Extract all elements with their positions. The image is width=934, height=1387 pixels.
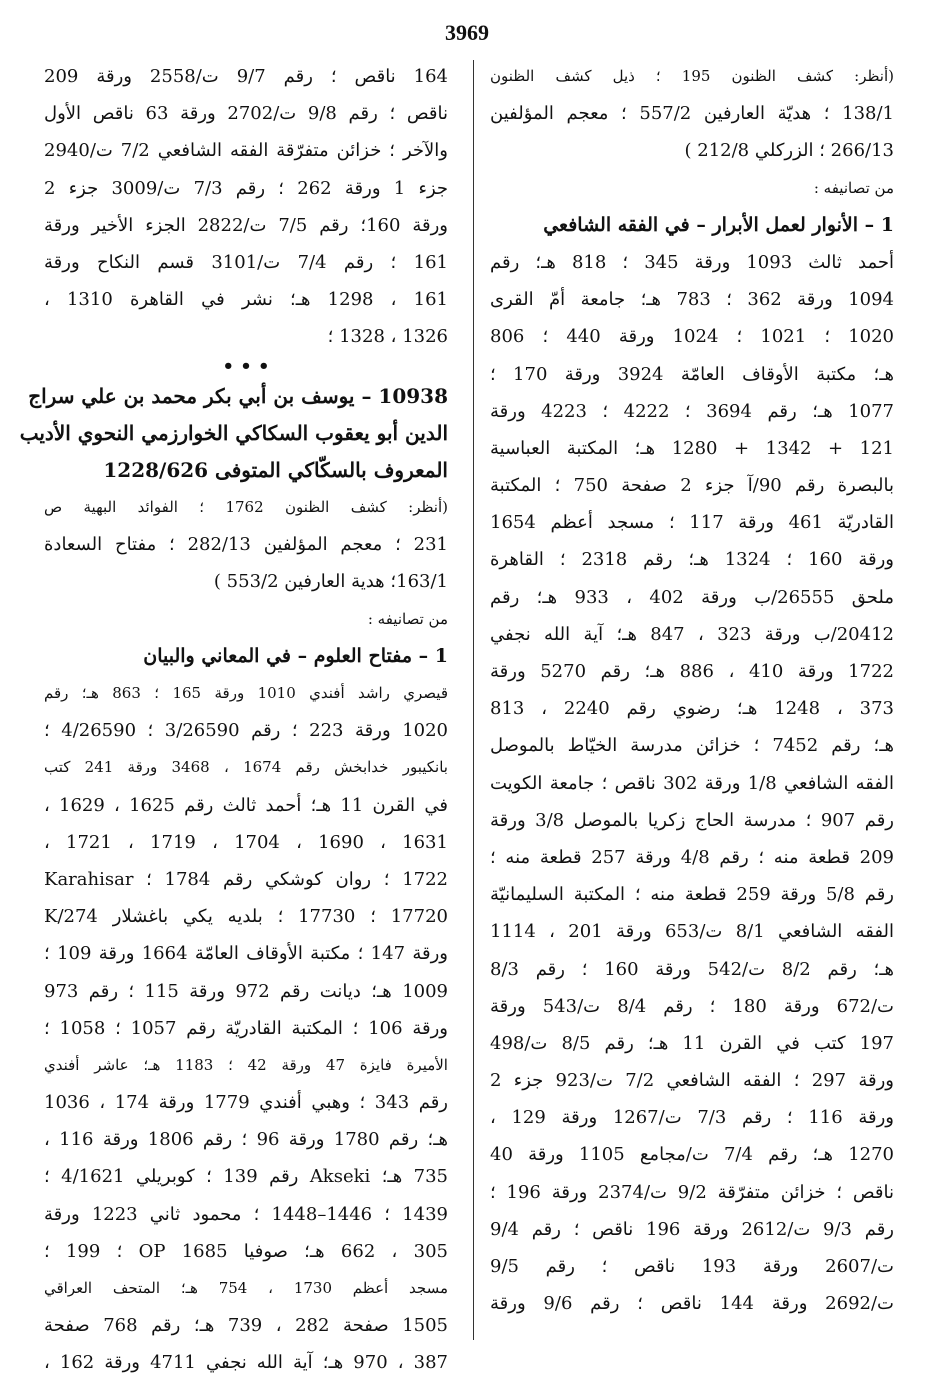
text-line: 1 – الأنوار لعمل الأبرار – في الفقه الشافعي: [543, 213, 894, 236]
text-line: الدين أبو يعقوب السكاكي الخوارزمي النحوي الأديب: [19, 420, 448, 445]
text-line: 163/1؛ هدية العارفين 553/2 ): [213, 571, 448, 593]
text-line: رقم 5/8 ورقة 259 قطعة منه ؛ المكتبة السليمانيّة: [490, 884, 895, 906]
text-line: ورقة 116 ؛ رقم 7/3 ت/1267 ورقة 129 ،: [490, 1107, 894, 1129]
text-line: من تصانيفه :: [813, 178, 894, 197]
text-line: 209 قطعة منه ؛ رقم 4/8 ورقة 257 قطعة منه ؛: [490, 846, 894, 868]
text-line: 373 ، 1248 هـ؛ رضوي رقم 2240 ، 813: [490, 698, 894, 720]
text-line: 305 ، 662 هـ؛ صوفيا 1685 OP ؛ 199 ؛: [44, 1240, 448, 1262]
text-line: 1505 صفحة 282 ، 739 هـ؛ رقم 768 صفحة: [44, 1315, 448, 1337]
left-column: [19, 58, 449, 1374]
page-number: 3969: [445, 20, 489, 45]
text-line: من تصانيفه :: [367, 609, 448, 628]
text-line: قيصري راشد أفندي 1010 ورقة 165 ؛ 863 هـ؛ رقم: [44, 684, 448, 702]
text-line: ورقة 297 ؛ الفقه الشافعي 7/2 ت/923 جزء 2: [490, 1070, 894, 1092]
text-line: 164 ناقص ؛ رقم 9/7 ت/2558 ورقة 209: [44, 66, 448, 87]
text-line: 1326 ، 1328 ؛: [327, 326, 448, 348]
text-line: 20412/ب ورقة 323 ، 847 هـ؛ آية الله نجفي: [490, 623, 894, 645]
text-line: الفقه الشافعي 1/8 ورقة 302 ناقص ؛ جامعة الكويت: [490, 772, 894, 794]
text-line: (أنظر: كشف الظنون 1762 ؛ الفوائد البهية ص: [44, 498, 448, 517]
text-line: رقم 907 ؛ مدرسة الحاج زكريا بالموصل 3/8 ورقة: [490, 809, 894, 831]
text-line: ورقة 106 ؛ المكتبة القادريّة رقم 1057 ؛ 1058 ؛: [44, 1017, 448, 1039]
text-line: ناقص ؛ خزائن متفرّقة 9/2 ت/2374 ورقة 196 ؛: [490, 1181, 894, 1203]
right-column: [490, 58, 894, 1358]
text-line: بانكيبور خدابخش رقم 1674 ، 3468 ورقة 241 كتب: [44, 758, 448, 777]
text-line: ورقة 147 ؛ مكتبة الأوقاف العامّة 1664 ورقة 109 ؛: [44, 943, 449, 965]
text-line: 161 ، 1298 هـ؛ نشر في القاهرة 1310 ،: [44, 289, 448, 311]
text-line: بالبصرة رقم 90/آ جزء 2 صفحة 750 ؛ المكتبة: [490, 475, 894, 497]
text-line: ورقة 160؛ رقم 7/5 ت/2822 الجزء الأخير ورقة: [44, 214, 448, 236]
text-line: 161 ؛ رقم 7/4 ت/3101 قسم النكاح ورقة: [44, 251, 448, 273]
text-line: رقم 343 ؛ وهبي أفندي 1779 ورقة 174 ، 1036: [44, 1092, 448, 1114]
text-line: 1631 ، 1690 ، 1704 ، 1719 ، 1721 ،: [44, 831, 448, 853]
text-line: 1722 ؛ روان كوشكي رقم 1784 ؛ Karahisar: [44, 868, 448, 890]
text-line: ناقص ؛ رقم 9/8 ت/2702 ورقة 63 ناقص الأول: [44, 103, 448, 125]
text-line: هـ؛ مكتبة الأوقاف العامّة 3924 ورقة 170 ؛: [490, 363, 894, 385]
text-line: 1439 ؛ 1446–1448 ؛ محمود ثاني 1223 ورقة: [44, 1203, 448, 1225]
text-line: 1094 ورقة 362 ؛ 783 هـ؛ جامعة أمّ القرى: [490, 289, 895, 311]
text-line: 1009 هـ؛ ديانت رقم 972 ورقة 115 ؛ رقم 973: [44, 980, 448, 1002]
text-line: • • •: [222, 355, 270, 377]
text-line: 1 – مفتاح العلوم – في المعاني والبيان: [143, 644, 448, 667]
text-line: جزء 1 ورقة 262 ؛ رقم 7/3 ت/3009 جزء 2: [44, 177, 449, 199]
text-line: والآخر ؛ خزائن متفرّقة الفقه الشافعي 7/2 ت/2940: [44, 140, 449, 162]
text-line: ملحق 26555/ب ورقة 402 ، 933 هـ؛ رقم: [490, 586, 894, 608]
text-line: مسجد أعظم 1730 ، 754 هـ؛ المتحف العراقي: [44, 1279, 448, 1297]
text-line: ت/2692 ورقة 144 ناقص ؛ رقم 9/6 ورقة: [490, 1293, 894, 1315]
text-line: 1020 ورقة 223 ؛ رقم 3/26590 ؛ 4/26590 ؛: [44, 720, 448, 742]
text-line: 266/13 ؛ الزركلي 212/8 ): [684, 140, 894, 162]
text-line: 17720 ؛ 17730 ؛ بلديه يكي باغشلار 274/K: [44, 906, 448, 928]
text-line: 1077 هـ؛ رقم 3694 ؛ 4222 ؛ 4223 ورقة: [490, 400, 894, 422]
text-line: ت/672 ورقة 180 ؛ رقم 8/4 ت/543 ورقة: [490, 995, 894, 1017]
column-divider: [473, 60, 474, 1340]
text-line: في القرن 11 هـ؛ أحمد ثالث رقم 1625 ، 1629 ،: [44, 794, 448, 816]
text-line: هـ؛ رقم 7452 ؛ خزائن مدرسة الخيّاط بالموصل: [490, 735, 894, 757]
text-line: 387 ، 970 هـ؛ آية الله نجفي 4711 ورقة 162 ،: [44, 1352, 448, 1374]
text-line: هـ؛ رقم 8/2 ت/542 ورقة 160 ؛ رقم 8/3: [490, 958, 894, 980]
text-line: أحمد ثالث 1093 ورقة 345 ؛ 818 هـ؛ رقم: [490, 251, 894, 273]
text-line: القادريّة 461 ورقة 117 ؛ مسجد أعظم 1654: [490, 512, 894, 534]
text-line: 121 + 1342 + 1280 هـ؛ المكتبة العباسية: [490, 437, 894, 459]
text-line: (أنظر: كشف الظنون 195 ؛ ذيل كشف الظنون: [490, 67, 894, 85]
text-line: 197 كتب في القرن 11 هـ؛ رقم 8/5 ت/498: [490, 1032, 894, 1054]
text-line: 138/1 ؛ هديّة العارفين 557/2 ؛ معجم المؤلفين: [490, 103, 894, 125]
text-line: 735 هـ؛ Akseki رقم 139 ؛ كوبريلي 4/1621 ؛: [44, 1166, 448, 1188]
text-line: الأميرة فايزة 47 ورقة 42 ؛ 1183 هـ؛ عاشر أفندي: [44, 1055, 448, 1074]
text-line: هـ؛ رقم 1780 ورقة 96 ؛ رقم 1806 ورقة 116 ،: [44, 1129, 449, 1151]
text-line: ورقة 160 ؛ 1324 هـ؛ رقم 2318 ؛ القاهرة: [490, 549, 894, 571]
text-line: الفقه الشافعي 8/1 ت/653 ورقة 201 ، 1114: [490, 921, 894, 943]
text-line: المعروف بالسكّاكي المتوفى 1228/626: [103, 457, 448, 482]
text-line: 10938 – يوسف بن أبي بكر محمد بن علي سراج: [28, 383, 448, 408]
text-line: 231 ؛ معجم المؤلفين 282/13 ؛ مفتاح السعادة: [44, 534, 448, 556]
text-line: رقم 9/3 ت/2612 ورقة 196 ناقص ؛ رقم 9/4: [490, 1218, 894, 1240]
text-line: 1020 ؛ 1021 ؛ 1024 ورقة 440 ؛ 806: [490, 326, 895, 348]
text-line: ت/2607 ورقة 193 ناقص ؛ رقم 9/5: [490, 1256, 894, 1277]
text-line: 1722 ورقة 410 ، 886 هـ؛ رقم 5270 ورقة: [490, 661, 894, 682]
text-line: 1270 هـ؛ رقم 7/4 ت/مجامع 1105 ورقة 40: [490, 1144, 895, 1166]
